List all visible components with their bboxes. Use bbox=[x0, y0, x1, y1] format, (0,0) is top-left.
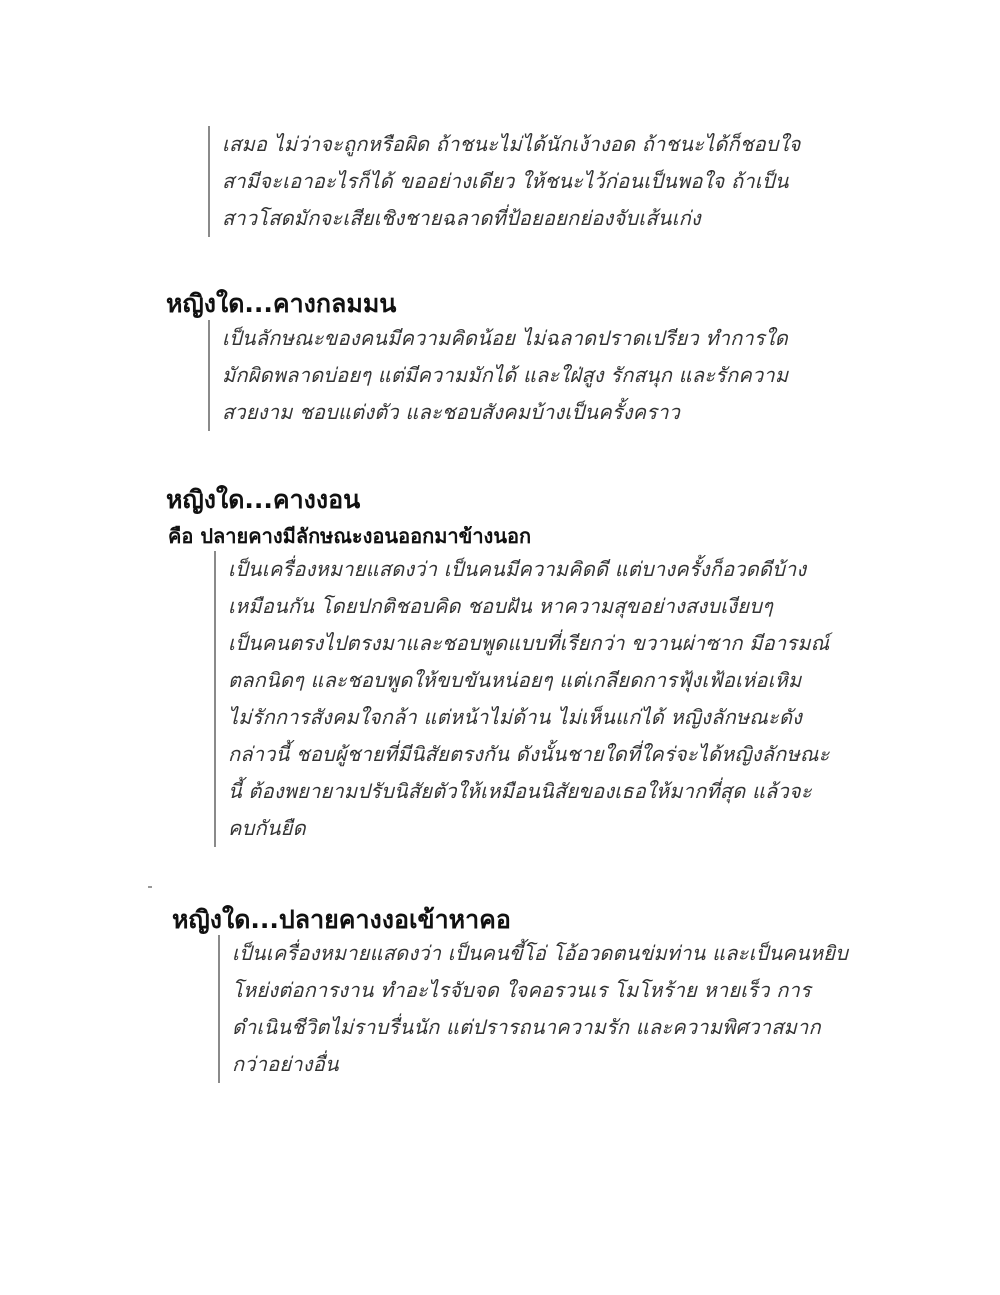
paragraph-line: คบกันยืด bbox=[228, 816, 306, 840]
paragraph-line: สาวโสดมักจะเสียเชิงชายฉลาดที่ป้อยอยกย่องจับเส้นเก่ง bbox=[222, 206, 701, 230]
paragraph-line: นี้ ต้องพยายามปรับนิสัยตัวให้เหมือนนิสัยของเธอให้มากที่สุด แล้วจะ bbox=[228, 779, 812, 803]
paragraph-line: ตลกนิดๆ และชอบพูดให้ขบขันหน่อยๆ แต่เกลียดการฟุ้งเฟ้อเห่อเหิม bbox=[228, 668, 802, 692]
paragraph-line: ดำเนินชีวิตไม่ราบรื่นนัก แต่ปรารถนาความรัก และความพิศวาสมาก bbox=[232, 1015, 821, 1039]
scan-speck bbox=[148, 886, 152, 888]
paragraph-line: เสมอ ไม่ว่าจะถูกหรือผิด ถ้าชนะไม่ได้นักเง้างอด ถ้าชนะได้ก็ชอบใจ bbox=[222, 132, 801, 156]
paragraph-hooked-chin bbox=[218, 935, 849, 1083]
paragraph-line: ไม่รักการสังคมใจกล้า แต่หน้าไม่ด้าน ไม่เห็นแก่ได้ หญิงลักษณะดัง bbox=[228, 705, 803, 729]
paragraph-line: เป็นคนตรงไปตรงมาและชอบพูดแบบที่เรียกว่า ขวานผ่าซาก มีอารมณ์ bbox=[228, 631, 830, 655]
paragraph-line: โหย่งต่อการงาน ทำอะไรจับจด ใจคอรวนเร โมโหร้าย หายเร็ว การ bbox=[232, 978, 811, 1002]
paragraph-line: เป็นลักษณะของคนมีความคิดน้อย ไม่ฉลาดปราดเปรียว ทำการใด bbox=[222, 326, 788, 350]
paragraph-line: กว่าอย่างอื่น bbox=[232, 1052, 339, 1076]
paragraph-line: กล่าวนี้ ชอบผู้ชายที่มีนิสัยตรงกัน ดังนั้นชายใดที่ใคร่จะได้หญิงลักษณะ bbox=[228, 742, 830, 766]
paragraph-line: เป็นเครื่องหมายแสดงว่า เป็นคนมีความคิดดี แต่บางครั้งก็อวดดีบ้าง bbox=[228, 557, 807, 581]
paragraph-line: สวยงาม ชอบแต่งตัว และชอบสังคมบ้างเป็นครั้งคราว bbox=[222, 400, 681, 424]
paragraph-upturned-chin bbox=[214, 551, 830, 847]
section-subheading: คือ ปลายคางมีลักษณะงอนออกมาข้างนอก bbox=[168, 524, 532, 548]
paragraph-line: สามีจะเอาอะไรก็ได้ ขออย่างเดียว ให้ชนะไว้ก่อนเป็นพอใจ ถ้าเป็น bbox=[222, 169, 789, 193]
paragraph-round-chin bbox=[208, 320, 812, 431]
paragraph-line: เหมือนกัน โดยปกติชอบคิด ชอบฝัน หาความสุขอย่างสงบเงียบๆ bbox=[228, 594, 773, 618]
section-heading: หญิงใด...ปลายคางงอเข้าหาคอ bbox=[172, 905, 511, 934]
paragraph-line: เป็นเครื่องหมายแสดงว่า เป็นคนขี้โอ่ โอ้อวดตนข่มท่าน และเป็นคนหยิบ bbox=[232, 941, 849, 965]
section-heading: หญิงใด...คางกลมมน bbox=[166, 289, 397, 318]
paragraph-line: มักผิดพลาดบ่อยๆ แต่มีความมักได้ และใฝ่สูง รักสนุก และรักความ bbox=[222, 363, 789, 387]
section-heading: หญิงใด...คางงอน bbox=[166, 485, 361, 514]
paragraph-continuation bbox=[208, 126, 812, 237]
